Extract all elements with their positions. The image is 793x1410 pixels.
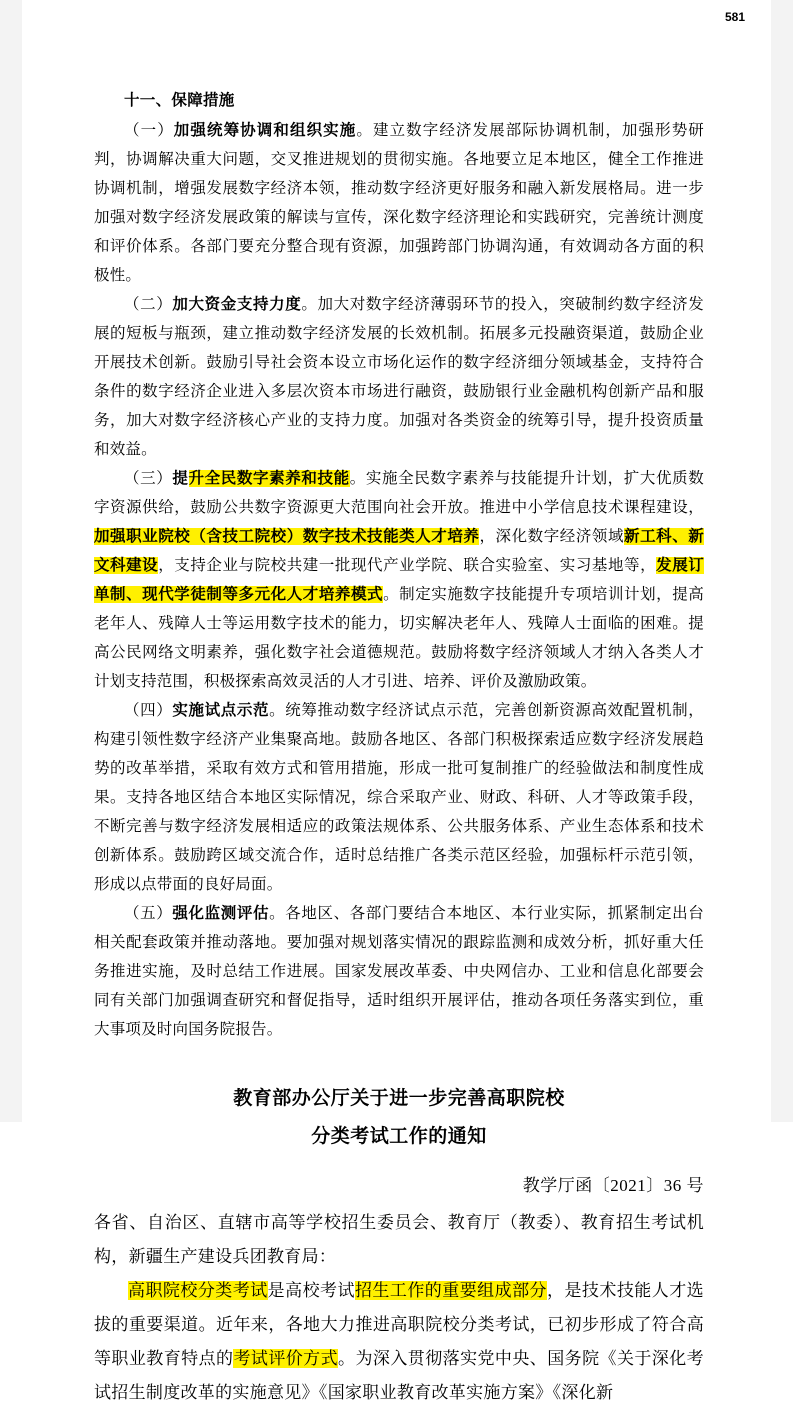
text-run: （二） (124, 296, 173, 313)
paragraph-2 (94, 290, 704, 464)
notice-recipient: 各省、自治区、直辖市高等学校招生委员会、教育厅（教委）、教育招生考试机构，新疆生产建设兵团教育局： (94, 1213, 704, 1266)
text-run: ，是技术技能人才选拔的重要渠道。近年来，各地大力推进高职院校分类考试，已初步形成了符合高等职业教育特点的 (94, 1281, 704, 1368)
notice-title-block (94, 1080, 704, 1156)
text-run: 。统筹推动数字经济试点示范，完善创新资源高效配置机制，构建引领性数字经济产业集聚高地。鼓励各地区、各部门积极探索适应数字经济发展趋势的改革举措，采取有效方式和管用措施，形成一批可复制推广的经验做法和制度性成果。支持各地区结合本地区实际情况，综合采取产业、财政、科研、人才等政策手段，不断完善与数字经济发展相适应的政策法规体系、公共服务体系、产业生态体系和技术创新体系。鼓励跨区域交流合作，适时总结推广各类示范区经验，加强标杆示范引领，形成以点带面的良好局面。 (94, 702, 704, 893)
notice-document-number: 教学厅函〔2021〕36 号 (522, 1176, 704, 1195)
text-run: （五） (124, 905, 173, 922)
text-run: 强化监测评估 (172, 905, 270, 922)
notice-title-line-1: 教育部办公厅关于进一步完善高职院校 (233, 1088, 565, 1109)
highlighted-text-run: 升全民数字素养和技能 (188, 470, 350, 487)
notice-paragraph-1 (94, 1274, 704, 1410)
text-run: 加大资金支持力度 (172, 296, 302, 313)
text-run: 。制定实施数字技能提升专项培训计划，提高老年人、残障人士等运用数字技术的能力，切实解决老年人、残障人士面临的困难。提高公民网络文明素养，强化数字社会道德规范。鼓励将数字经济领域人才纳入各类人才计划支持范围，积极探索高效灵活的人才引进、培养、评价及激励政策。 (94, 586, 704, 690)
page-number: 581 (724, 10, 745, 24)
highlighted-text-run: 加强职业院校（含技工院校）数字技术技能类人才培养 (94, 528, 480, 545)
paragraph-3 (94, 464, 704, 696)
paragraph-4 (94, 696, 704, 899)
document-body (94, 86, 704, 1410)
paragraph-1 (94, 116, 704, 290)
page-right-margin-bar (771, 0, 793, 1122)
text-run: 加强统筹协调和组织实施 (173, 122, 357, 139)
text-run: （三） (124, 470, 173, 487)
text-run: 。建立数字经济发展部际协调机制，加强形势研判，协调解决重大问题，交叉推进规划的贯彻实施。各地要立足本地区，健全工作推进协调机制，增强发展数字经济本领，推动数字经济更好服务和融入新发展格局。进一步加强对数字经济发展政策的解读与宣传，深化数字经济理论和实践研究，完善统计测度和评价体系。各部门要充分整合现有资源，加强跨部门协调沟通，有效调动各方面的积极性。 (94, 122, 705, 284)
highlighted-text-run: 新工科、新文科建设 (94, 528, 704, 574)
notice-title-line-2: 分类考试工作的通知 (311, 1126, 487, 1147)
text-run: ，深化数字经济领域 (479, 528, 625, 545)
text-run: ，支持企业与院校共建一批现代产业学院、联合实验室、实习基地等， (158, 557, 657, 574)
text-run: （四） (124, 702, 173, 719)
text-run: 。加大对数字经济薄弱环节的投入，突破制约数字经济发展的短板与瓶颈，建立推动数字经济发展的长效机制。拓展多元投融资渠道，鼓励企业开展技术创新。鼓励引导社会资本设立市场化运作的数字经济细分领域基金，支持符合条件的数字经济企业进入多层次资本市场进行融资，鼓励银行业金融机构创新产品和服务，加大对数字经济核心产业的支持力度。加强对各类资金的统筹引导，提升投资质量和效益。 (94, 296, 704, 458)
highlighted-text-run: 发展订单制、现代学徒制等多元化人才培养模式 (94, 557, 704, 603)
highlighted-text-run: 高职院校分类考试 (128, 1281, 268, 1300)
page-left-margin-bar (0, 0, 22, 1122)
text-run: 实施试点示范 (172, 702, 270, 719)
text-run: 。各地区、各部门要结合本地区、本行业实际，抓紧制定出台相关配套政策并推动落地。要加强对规划落实情况的跟踪监测和成效分析，抓好重大任务推进实施，及时总结工作进展。国家发展改革委、中央网信办、工业和信息化部要会同有关部门加强调查研究和督促指导，适时组织开展评估，推动各项任务落实到位，重大事项及时向国务院报告。 (94, 905, 704, 1038)
text-run: （一） (124, 122, 174, 139)
text-run: 是高校考试 (267, 1281, 355, 1300)
section-heading: 十一、保障措施 (124, 92, 235, 109)
text-run: 提 (172, 470, 189, 487)
paragraph-5 (94, 899, 704, 1044)
highlighted-text-run: 考试评价方式 (233, 1349, 339, 1368)
text-run: 。实施全民数字素养与技能提升计划，扩大优质数字资源供给，鼓励公共数字资源更大范围向社会开放。推进中小学信息技术课程建设， (94, 470, 704, 516)
highlighted-text-run: 招生工作的重要组成部分 (354, 1281, 548, 1300)
text-run: 。为深入贯彻落实党中央、国务院《关于深化考试招生制度改革的实施意见》《国家职业教育改革实施方案》《深化新 (94, 1349, 704, 1402)
